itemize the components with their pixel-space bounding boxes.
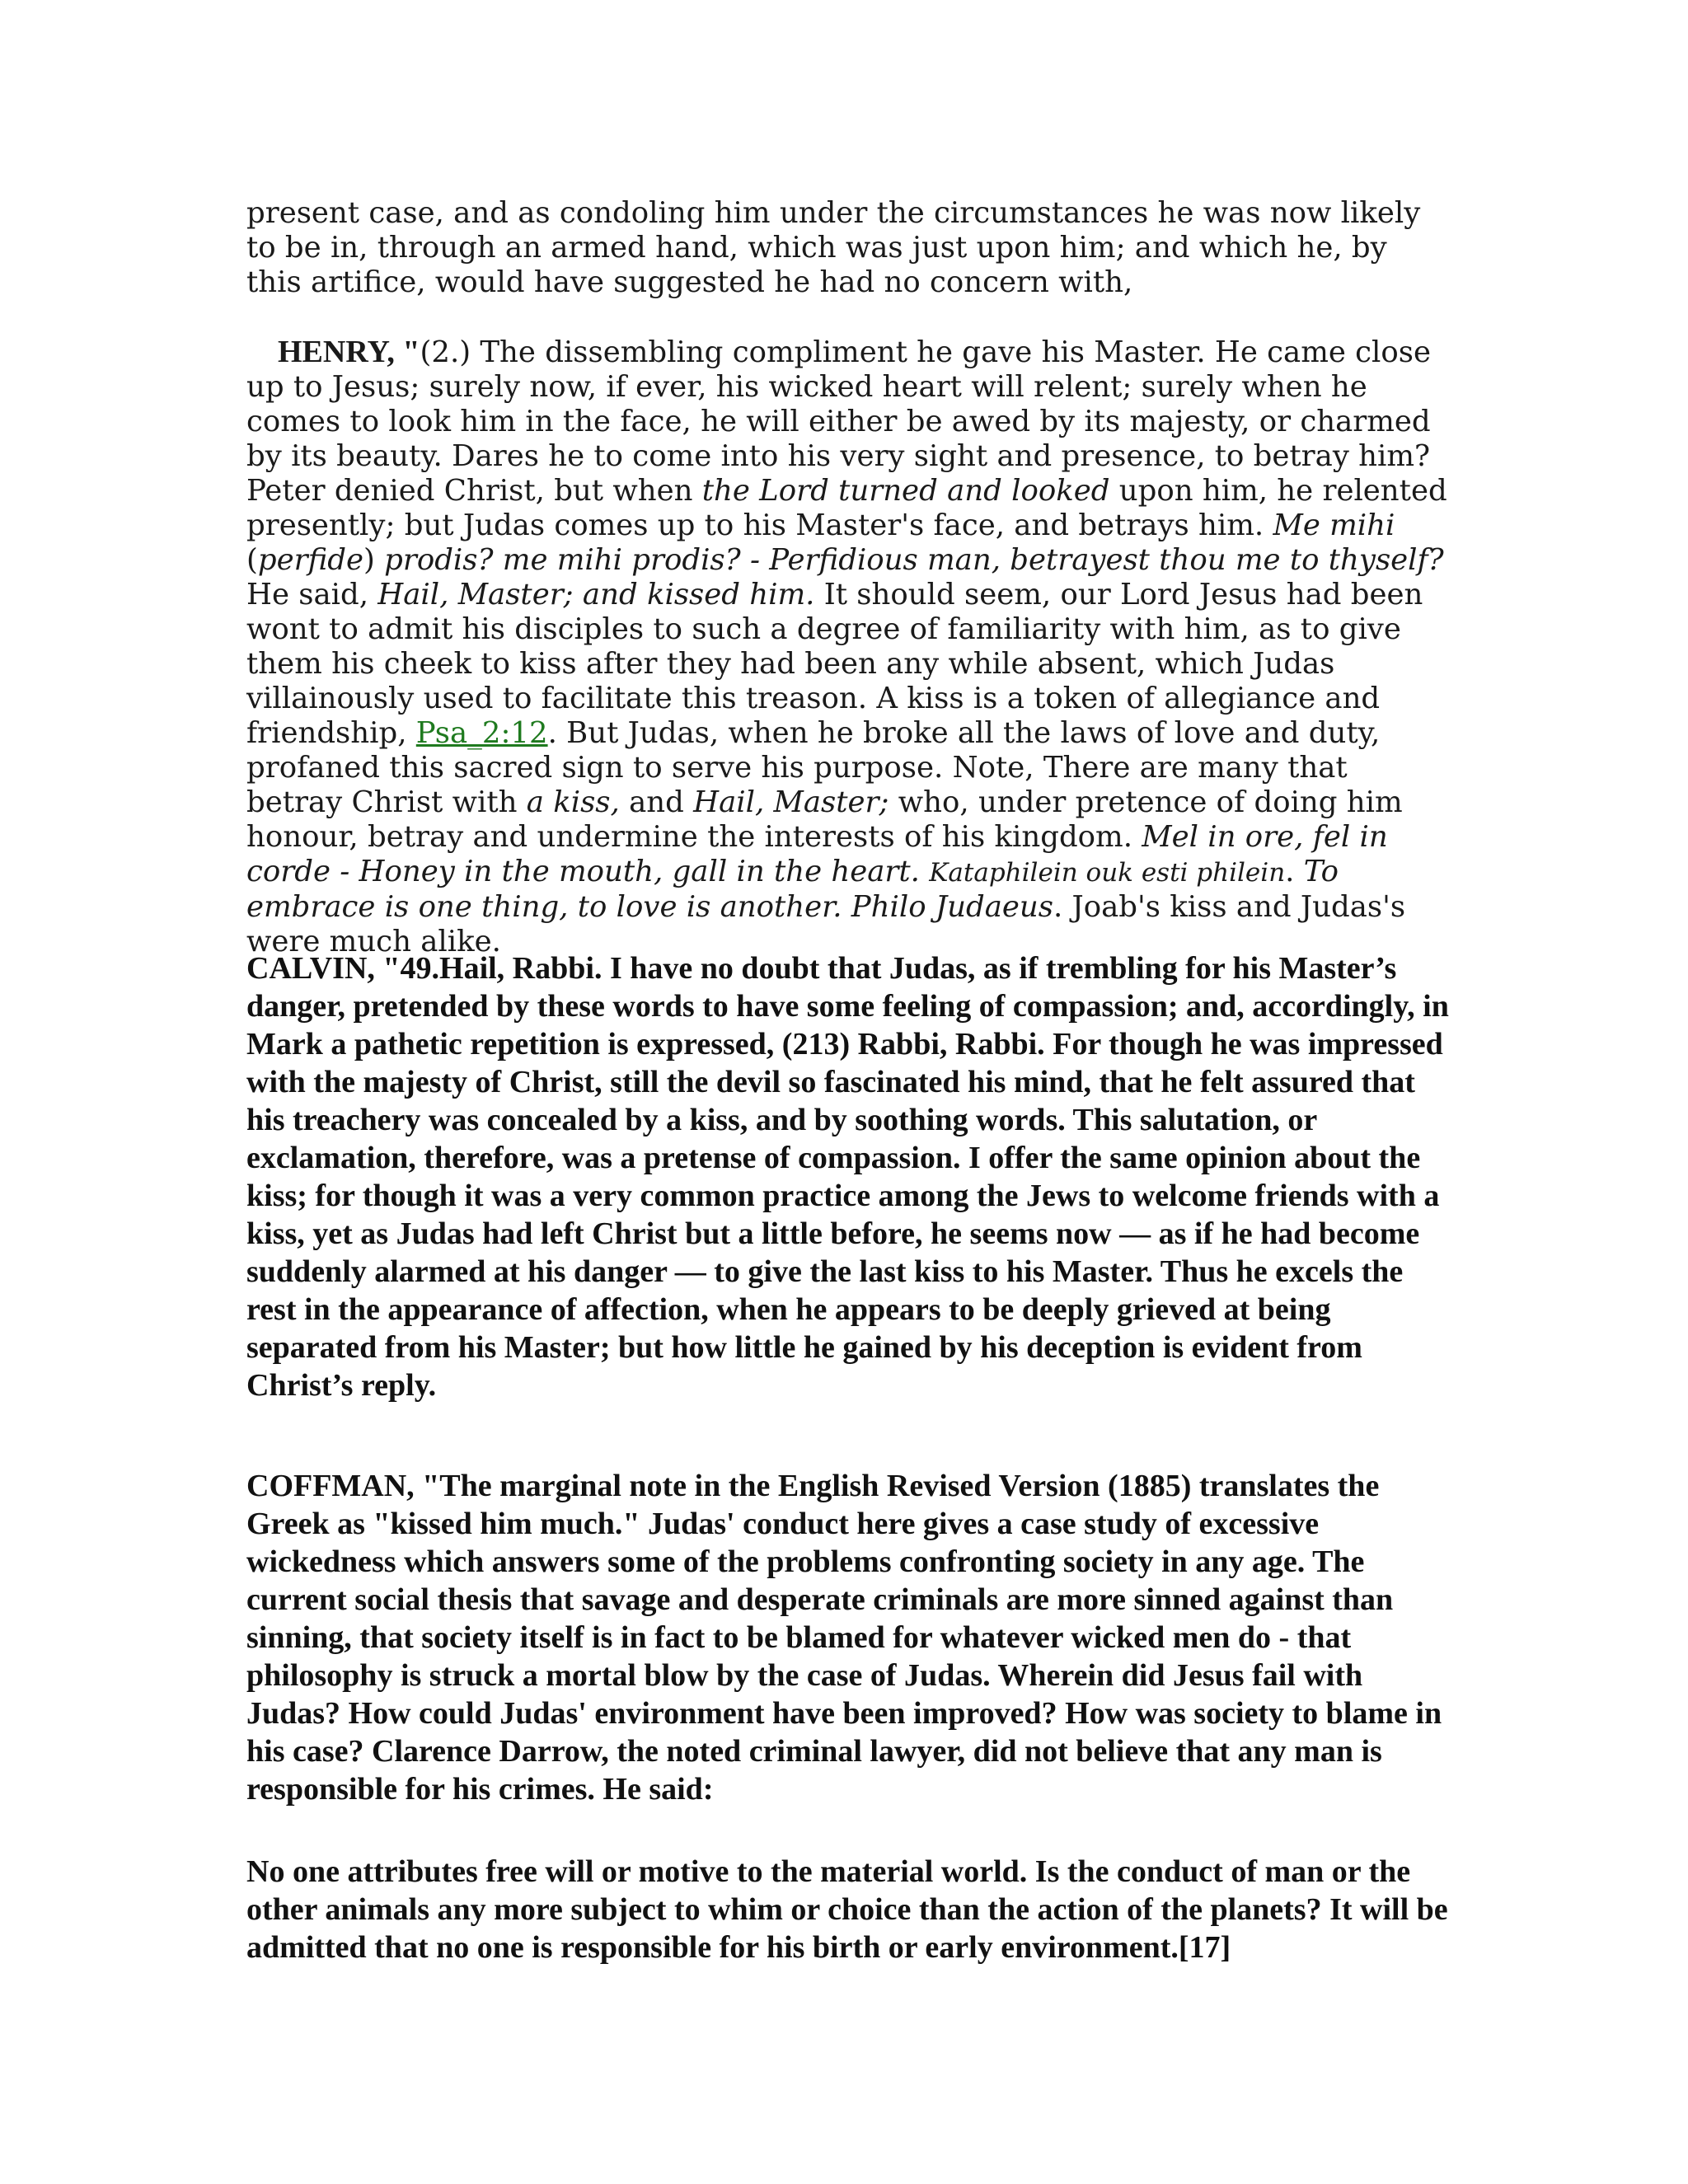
scripture-link[interactable]: Psa_2:12 (415, 716, 548, 750)
paragraph-henry: HENRY, "(2.) The dissembling compliment he gave his Master. He came close up to Jesus; surely now, if ever, his wicked heart will relent; surely when he comes to look him in the face, he will either be awed by its majesty, or charmed by its beauty. Dares he to come into his very sight and presence, to betray him? Peter denied Christ, but when the Lord turned and looked upon him, he relented presently; but Judas comes up to his Master's face, and betrays him. Me mihi (perfide) prodis? me mihi prodis? - Perfidious man, betrayest thou me to thyself? He said, Hail, Master; and kissed him. It should seem, our Lord Jesus had been wont to admit his disciples to such a degree of familiarity with him, as to give them his cheek to kiss after they had been any while absent, which Judas villainously used to facilitate this treason. A kiss is a token of allegiance and friendship, Psa_2:12. But Judas, when he broke all the laws of love and duty, profaned this sacred sign to serve his purpose. Note, There are many that betray Christ with a kiss, and Hail, Master; who, under pretence of doing him honour, betray and undermine the interests of his kingdom. Mel in ore, fel in corde - Honey in the mouth, gall in the heart. Kataphilein ouk esti philein. To embrace is one thing, to love is another. Philo Judaeus. Joab's kiss and Judas's were much alike. (246, 335, 1447, 958)
greek-phrase: Kataphilein ouk esti philein (929, 858, 1286, 888)
author-henry: HENRY, " (278, 335, 420, 369)
paragraph-coffman: COFFMAN, "The marginal note in the English Revised Version (1885) translates the Greek as "kissed him much." Judas' conduct here gives a case study of excessive wickedness which answers some of the problems confronting society in any age. The current social thesis that savage and desperate criminals are more sinned against than sinning, that society itself is in fact to be blamed for whatever wicked men do - that philosophy is struck a mortal blow by the case of Judas. Wherein did Jesus fail with Judas? How could Judas' environment have been improved? How was society to blame in his case? Clarence Darrow, the noted criminal lawyer, did not believe that any man is responsible for his crimes. He said: (246, 1469, 1442, 1807)
paragraph-calvin: CALVIN, "49.Hail, Rabbi. I have no doubt that Judas, as if trembling for his Master’s danger, pretended by these words to have some feeling of compassion; and, accordingly, in Mark a pathetic repetition is expressed, (213) Rabbi, Rabbi. For though he was impressed with the majesty of Christ, still the devil so fascinated his mind, that he felt assured that his treachery was concealed by a kiss, and by soothing words. This salutation, or exclamation, therefore, was a pretense of compassion. I offer the same opinion about the kiss; for though it was a very common practice among the Jews to welcome friends with a kiss, yet as Judas had left Christ but a little before, he seems now — as if he had become suddenly alarmed at his danger — to give the last kiss to his Master. Thus he excels the rest in the appearance of affection, when he appears to be deeply grieved at being separated from his Master; but how little he gained by his deception is evident from Christ’s reply. (246, 951, 1449, 1403)
paragraph-intro: present case, and as condoling him under the circumstances he was now likely to be in, through an armed hand, which was just upon him; and which he, by this artifice, would have suggested he had no concern with, (246, 196, 1421, 299)
block-quote: No one attributes free will or motive to the material world. Is the conduct of man or the other animals any more subject to whim or choice than the action of the planets? It will be admitted that no one is responsible for his birth or early environment.[17] (246, 1854, 1448, 1965)
